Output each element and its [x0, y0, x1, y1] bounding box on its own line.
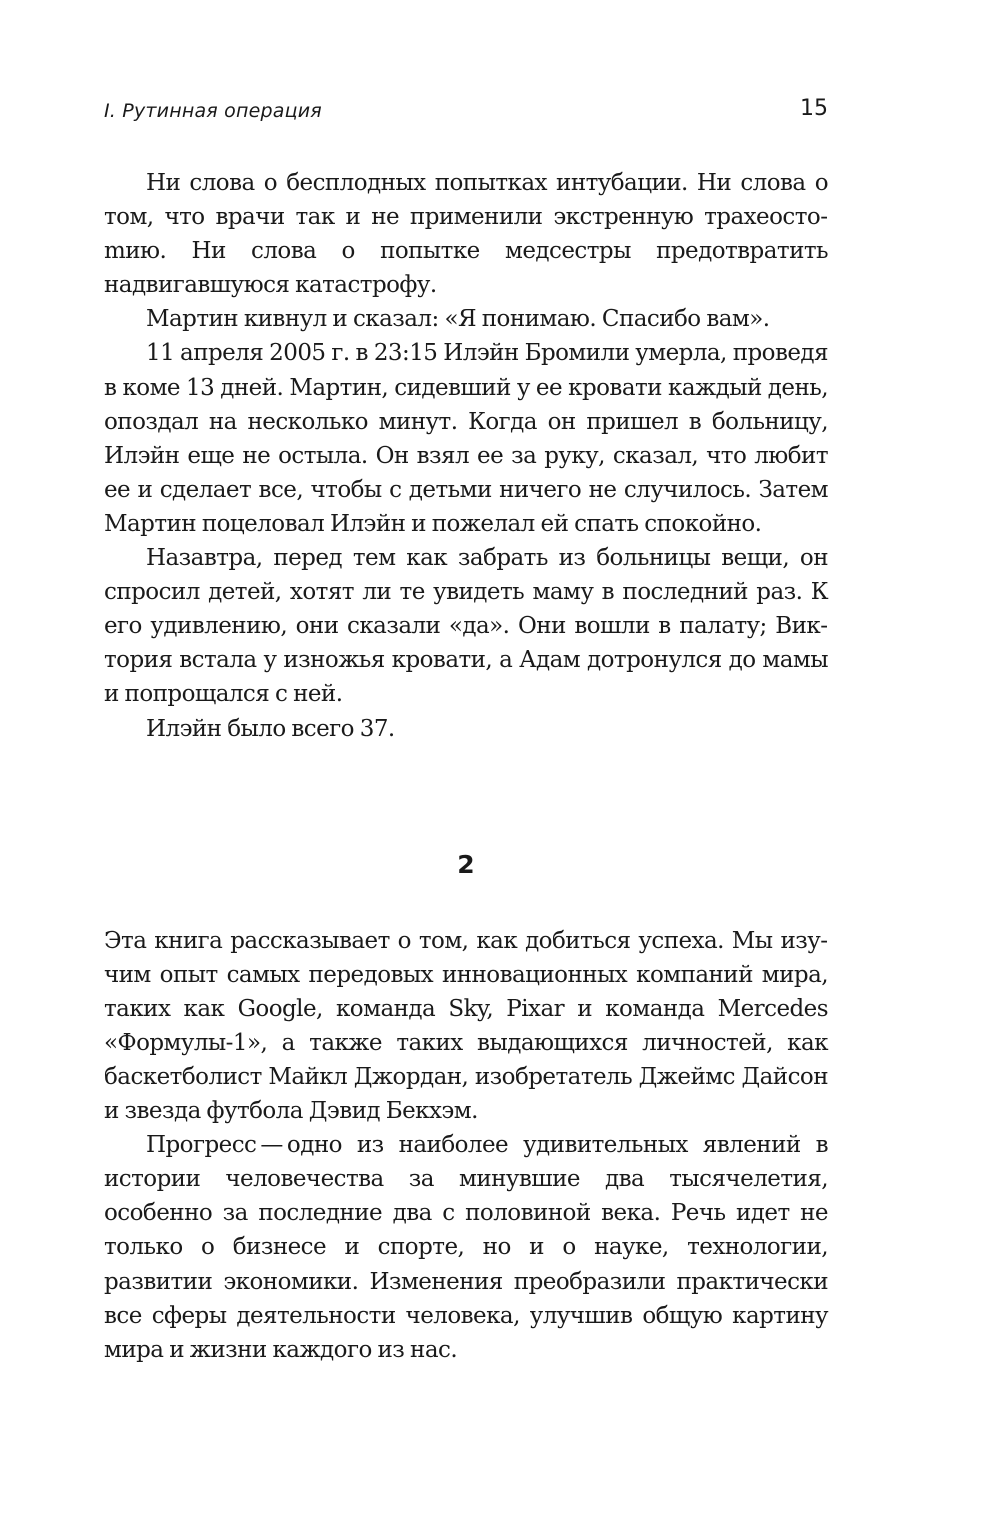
page-number: 15 — [800, 96, 828, 121]
section-heading: 2 — [457, 849, 475, 879]
chapter-running-title: I. Рутинная операция — [104, 100, 322, 122]
section-before-text — [104, 166, 828, 746]
paragraph: 11 апреля 2005 г. в 23:15 Илэйн Бромили умерла, проведя в коме 13 дней. Мартин, сидевший у ее кровати каждый день, опоздал на несколько минут. Когда он пришел в больницу, Илэйн еще не остыла. Он взял ее за руку, сказал, что любит ее и сделает все, чтобы с детьми ничего не случилось. Затем Мартин поцеловал Илэйн и пожелал ей спать спокойно. — [104, 340, 828, 537]
paragraph: Назавтра, перед тем как забрать из больницы вещи, он спросил детей, хотят ли те увидеть маму в последний раз. К его удивлению, они сказали «да». Они вошли в палату; Виктория встала у изножья кровати, а Адам дотронулся до мамы и попрощался с ней. — [104, 545, 828, 708]
paragraph: Эта книга рассказывает о том, как добиться успеха. Мы изучим опыт самых передовых инновационных компаний мира, таких как Google, команда Sky, Pixar и команда Mercedes «Формулы-1», а также таких выдающихся личностей, как баскетболист Майкл Джордан, изобретатель Джеймс Дайсон и звезда футбола Дэвид Бекхэм. — [104, 927, 828, 1125]
book-page — [104, 96, 828, 1367]
paragraph: Мартин кивнул и сказал: «Я понимаю. Спасибо вам». — [146, 306, 770, 333]
running-header — [104, 96, 828, 132]
paragraph: Илэйн было всего 37. — [146, 715, 395, 742]
paragraph: Ни слова о бесплодных попытках интубации. Ни слова о том, что врачи так и не применили экстренную трахеостоmию. Ни слова о попытке медсестры предотвратить надвигавшуюся катастрофу. — [104, 170, 828, 299]
section-2-text — [104, 924, 828, 1367]
paragraph: Прогресс — одно из наиболее удивительных явлений в истории человечества за минувшие два тысячелетия, особенно за последние два с половиной века. Речь идет не только о бизнесе и спорте, но и о науке, технологии, развитии экономики. Изменения преобразили практически все сферы деятельности человека, улучшив общую картину мира и жизни каждого из нас. — [104, 1132, 828, 1363]
